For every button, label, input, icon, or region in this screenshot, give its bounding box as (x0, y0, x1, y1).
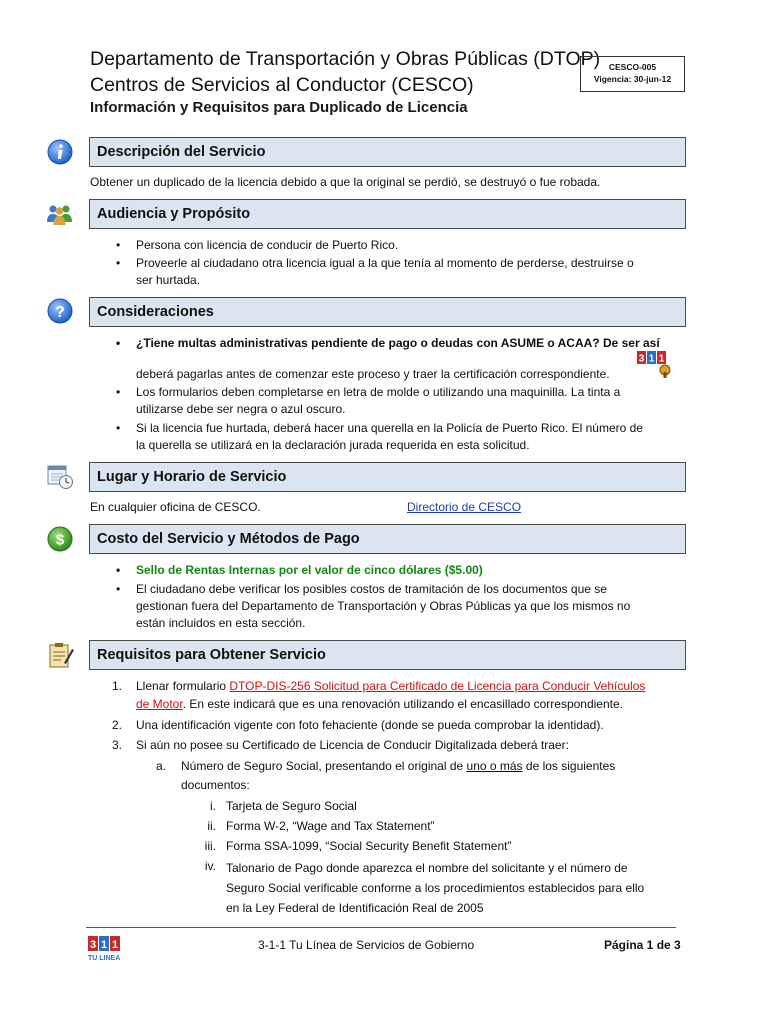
req-2-number: 2. (111, 718, 122, 732)
costo-bullet-1: Sello de Rentas Internas por el valor de cinco dólares ($5.00) (136, 563, 483, 577)
footer-logo-311 (88, 936, 122, 966)
consideraciones-bullet-2-line2: utilizarse debe ser negra o azul oscuro. (136, 402, 346, 416)
req-i-numeral: i. (210, 799, 216, 813)
req-iii-numeral: iii. (204, 839, 216, 853)
svg-text:3: 3 (638, 353, 645, 365)
page-number: Página 1 de 3 (604, 938, 681, 952)
consideraciones-bullet-3-line1: Si la licencia fue hurtada, deberá hacer una querella en la Policía de Puerto Rico. El número de (136, 421, 643, 435)
list-item: • Sello de Rentas Internas por el valor de cinco dólares ($5.00) (116, 563, 483, 577)
svg-text:1: 1 (648, 353, 655, 365)
list-item: • Persona con licencia de conducir de Puerto Rico. (116, 238, 399, 252)
list-item: • Los formularios deben completarse en letra de molde o utilizando una maquinilla. La tinta a utilizarse debe ser negra o azul oscuro. (116, 385, 621, 416)
list-item: • El ciudadano debe verificar los posibles costos de tramitación de los documentos que se gestionan fuera del Departamento de Transportación y Obras Públicas ya que los mismos no están incluidos en esta sección. (116, 582, 631, 630)
section-costo-header: Costo del Servicio y Métodos de Pago (89, 524, 686, 554)
consideraciones-bullet-1-line1: ¿Tiene multas administrativas pendiente de pago o deudas con ASUME o ACAA? De ser así (136, 336, 660, 350)
directorio-cesco-link[interactable]: Directorio de CESCO (407, 500, 522, 514)
req-ii-numeral: ii. (207, 819, 216, 833)
req-iv-line2: Seguro Social verificable conforme a los procedimientos establecidos para ello (226, 881, 645, 895)
audiencia-bullet-2-line2: ser hurtada. (136, 273, 201, 287)
audiencia-bullet-2-line1: Proveerle al ciudadano otra licencia igual a la que tenía al momento de perderse, destruirse o (136, 256, 634, 270)
descripcion-text: Obtener un duplicado de la licencia debido a que la original se perdió, se destruyó o fue robada. (90, 175, 601, 189)
list-item: • Proveerle al ciudadano otra licencia igual a la que tenía al momento de perderse, destruirse o ser hurtada. (116, 256, 634, 287)
form-dtop-dis-256-link-cont[interactable]: de Motor (136, 697, 183, 711)
req-3a-letter: a. (155, 759, 166, 773)
svg-text:1: 1 (111, 939, 119, 951)
req-3a-prefix: Número de Seguro Social, presentando el original de (181, 759, 467, 773)
consideraciones-bullet-3-line2: la querella se utilizará en la declaración jurada requerida en esta solicitud. (136, 438, 530, 452)
document-code-box (580, 56, 685, 92)
req-3-text: Si aún no posee su Certificado de Licencia de Conducir Digitalizada deberá traer: (136, 738, 569, 752)
form-dtop-dis-256-link[interactable]: DTOP-DIS-256 Solicitud para Certificado de Licencia para Conducir Vehículos (229, 679, 646, 693)
logo-311-icon (88, 936, 122, 966)
req-iv-line3: en la Ley Federal de Identificación Real de 2005 (226, 901, 484, 915)
svg-text:TU LINEA: TU LINEA (88, 955, 121, 962)
footer-service-line: 3-1-1 Tu Línea de Servicios de Gobierno (258, 938, 475, 952)
lugar-text: En cualquier oficina de CESCO. (90, 500, 261, 514)
req-3a-suffix: de los siguientes (522, 759, 616, 773)
req-iv-line1: Talonario de Pago donde aparezca el nombre del solicitante y el número de (226, 861, 628, 875)
document-subtitle: Información y Requisitos para Duplicado de Licencia (90, 99, 468, 116)
vigencia-date: Vigencia: 30-jun-12 (593, 74, 672, 84)
audiencia-bullet-1: Persona con licencia de conducir de Puerto Rico. (136, 238, 399, 252)
section-descripcion-header: Descripción del Servicio (89, 137, 686, 167)
req-1-suffix: . En este indicará que es una renovación utilizando el encasillado correspondiente. (182, 697, 623, 711)
department-title: Departamento de Transportación y Obras Públicas (DTOP) (90, 48, 601, 70)
svg-text:$: $ (55, 531, 65, 549)
req-1-prefix: Llenar formulario (136, 679, 230, 693)
costo-bullet-2-line1: El ciudadano debe verificar los posibles costos de tramitación de los documentos que se (136, 582, 607, 596)
costo-bullet-2-line3: están incluidos en esta sección. (136, 616, 306, 630)
req-1-number: 1. (111, 679, 122, 693)
req-3a-line2: documentos: (181, 778, 250, 792)
list-item (136, 696, 623, 713)
svg-text:?: ? (55, 304, 65, 321)
req-ii-text: Forma W-2, “Wage and Tax Statement” (226, 819, 435, 833)
question-icon (46, 297, 74, 325)
req-iii-text: Forma SSA-1099, “Social Security Benefit Statement” (226, 839, 512, 853)
dollar-icon (46, 525, 74, 553)
calendar-clock-icon (46, 462, 74, 490)
section-audiencia-header: Audiencia y Propósito (89, 199, 686, 229)
req-i-text: Tarjeta de Seguro Social (226, 799, 357, 813)
svg-text:1: 1 (100, 939, 108, 951)
list-item: • Si la licencia fue hurtada, deberá hacer una querella en la Policía de Puerto Rico. El número de la querella se utilizará en la declaración jurada requerida en esta solicitud. (116, 421, 643, 452)
req-3-number: 3. (111, 738, 122, 752)
centers-title: Centros de Servicios al Conductor (CESCO) (90, 74, 474, 96)
req-iv-numeral: iv. (204, 859, 216, 873)
list-item: • ¿Tiene multas administrativas pendiente de pago o deudas con ASUME o ACAA? De ser así (116, 336, 660, 350)
footer-divider (86, 927, 676, 928)
list-item (136, 678, 645, 695)
section-consideraciones-header: Consideraciones (89, 297, 686, 327)
list-item (181, 758, 615, 775)
clipboard-icon (46, 641, 74, 669)
svg-text:1: 1 (658, 353, 665, 365)
info-icon (46, 138, 74, 166)
tu-linea-311-icon (636, 350, 672, 378)
consideraciones-bullet-2-line1: Los formularios deben completarse en letra de molde o utilizando una maquinilla. La tinta a (136, 385, 621, 399)
section-requisitos-header: Requisitos para Obtener Servicio (89, 640, 686, 670)
consideraciones-bullet-1-line2: deberá pagarlas antes de comenzar este proceso y traer la certificación correspondiente. (136, 367, 610, 381)
document-code: CESCO-005 (608, 62, 657, 72)
req-2-text: Una identificación vigente con foto fehaciente (donde se pueda comprobar la identidad). (136, 718, 604, 732)
costo-bullet-2-line2: gestionan fuera del Departamento de Transportación y Obras Públicas ya que los mismos no (136, 599, 631, 613)
list-item (226, 858, 644, 918)
people-icon (46, 200, 74, 228)
req-3a-underlined: uno o más (466, 759, 523, 773)
section-lugar-header: Lugar y Horario de Servicio (89, 462, 686, 492)
svg-text:3: 3 (89, 939, 97, 951)
